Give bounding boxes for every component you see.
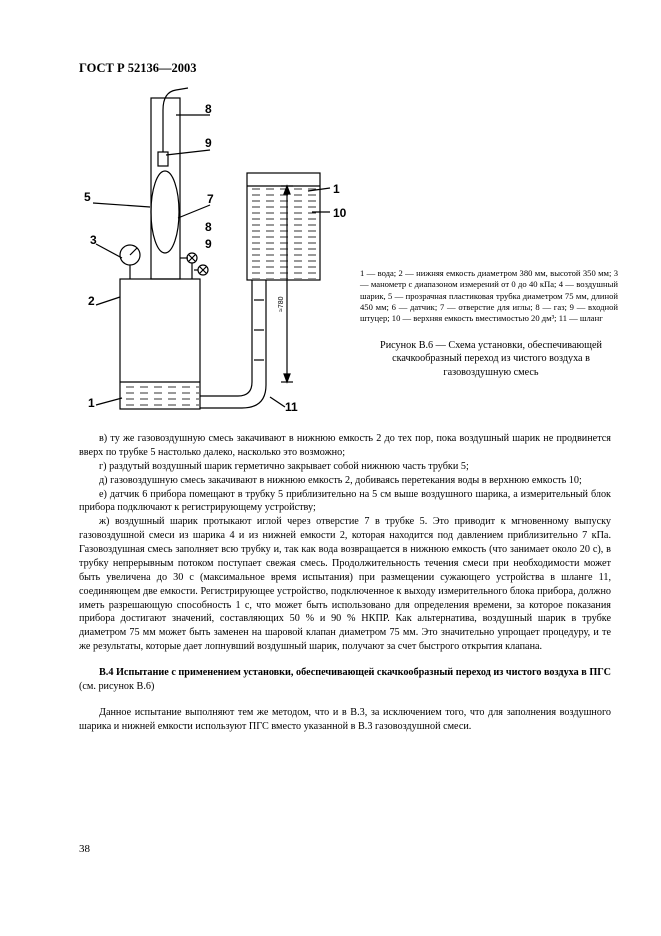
hose [200, 280, 252, 396]
figure-caption: Рисунок В.6 — Схема установки, обеспечивающей скачкообразный переход из чистого воздуха в газовоздушную смесь [380, 340, 602, 378]
label-4: 5 [84, 190, 91, 204]
upper-water [248, 186, 319, 279]
section-heading [79, 666, 611, 694]
section-title: В.4 Испытание с применением установки, обеспечивающей скачкообразный переход из чистого воздуха в ПГС [99, 667, 611, 678]
lower-water [121, 383, 199, 408]
label-11: 11 [285, 400, 298, 414]
label-8: 8 [205, 220, 212, 234]
dimension-label: ≈780 [278, 296, 285, 312]
figure-legend: 1 — вода; 2 — нижняя емкость диаметром 380 мм, высотой 350 мм; 3 — манометр с диапазоном измерений от 0 до 40 кПа; 4 — воздушный шарик, 5 — прозрачная пластиковая трубка диаметром 75 мм, длиной 450 мм; 6 — датчик; 7 — отверстие для иглы; 8 — газ; 9 — входной штуцер; 10 — верхняя емкость вместимостью 20 дм³; 11 — шланг [360, 268, 618, 324]
document-header: ГОСТ Р 52136—2003 [79, 61, 197, 75]
label-7: 7 [207, 192, 214, 206]
section-ref: (см. рисунок В.6) [79, 680, 155, 692]
label-2: 2 [88, 294, 95, 308]
balloon [151, 171, 179, 253]
sensor [158, 152, 168, 166]
paragraph-e: е) датчик 6 прибора помещают в трубку 5 приблизительно на 5 см выше воздушного шарика, а измерительный блок прибора подключают к регистрирующему устройству; [79, 488, 611, 514]
label-6: 9 [205, 136, 212, 150]
paragraph-d: д) газовоздушную смесь закачивают в нижнюю емкость 2, добиваясь перетекания воды в верхнюю емкость 10; [99, 474, 582, 486]
label-1-lower: 1 [88, 396, 95, 410]
closing-paragraph: Данное испытание выполняют тем же методом, что и в В.3, за исключением того, что для заполнения воздушного шарика и нижней емкости используют ПГС вместо указанной в В.3 газовоздушной смеси. [79, 706, 611, 732]
label-9: 9 [205, 237, 212, 251]
label-10: 10 [333, 206, 347, 220]
label-3: 3 [90, 233, 97, 247]
label-1-upper: 1 [333, 182, 340, 196]
body-text [79, 432, 611, 734]
page-number: 38 [79, 843, 90, 855]
plastic-tube [151, 98, 180, 279]
paragraph-g: г) раздутый воздушный шарик герметично закрывает собой нижнюю часть трубки 5; [99, 460, 469, 472]
paragraph-v: в) ту же газовоздушную смесь закачивают в нижнюю емкость 2 до тех пор, пока воздушный шарик не продвинется вверх по трубке 5 настолько далеко, насколько это возможно; [79, 433, 611, 458]
paragraph-zh: ж) воздушный шарик протыкают иглой через отверстие 7 в трубке 5. Это приводит к мгновенному выпуску газовоздушной смеси из шарика 4 и из нижней емкости 2, которая находится под давлением приблизительно 7 кПа. Газовоздушная смесь заполняет всю трубку и, так как вода возвращается в нижнюю емкость (что занимает около 20 с), в трубку непрерывным потоком поступает свежая смесь. Продолжительность течения смеси при необходимости может быть увеличена до 30 с (максимальное время испытания) при размещении сужающего устройства в шланге 11, соединяющем две емкости. Регистрирующее устройство, подключенное к выходу измерительного блока прибора, должно иметь разрешающую способность 1 с, что может быть использовано для определения времени, за которое показания прибора достигают значений, составляющих 50 % и 90 % НКПР. Как альтернатива, воздушный шарик в трубке диаметром 75 мм может быть заменен на шаровой клапан диаметром 75 мм. Это значительно упрощает процедуру, и те же результаты, которые дает лопнувший воздушный шарик, получают за счет быстрого открытия клапана. [79, 516, 611, 653]
label-5: 8 [205, 102, 212, 116]
